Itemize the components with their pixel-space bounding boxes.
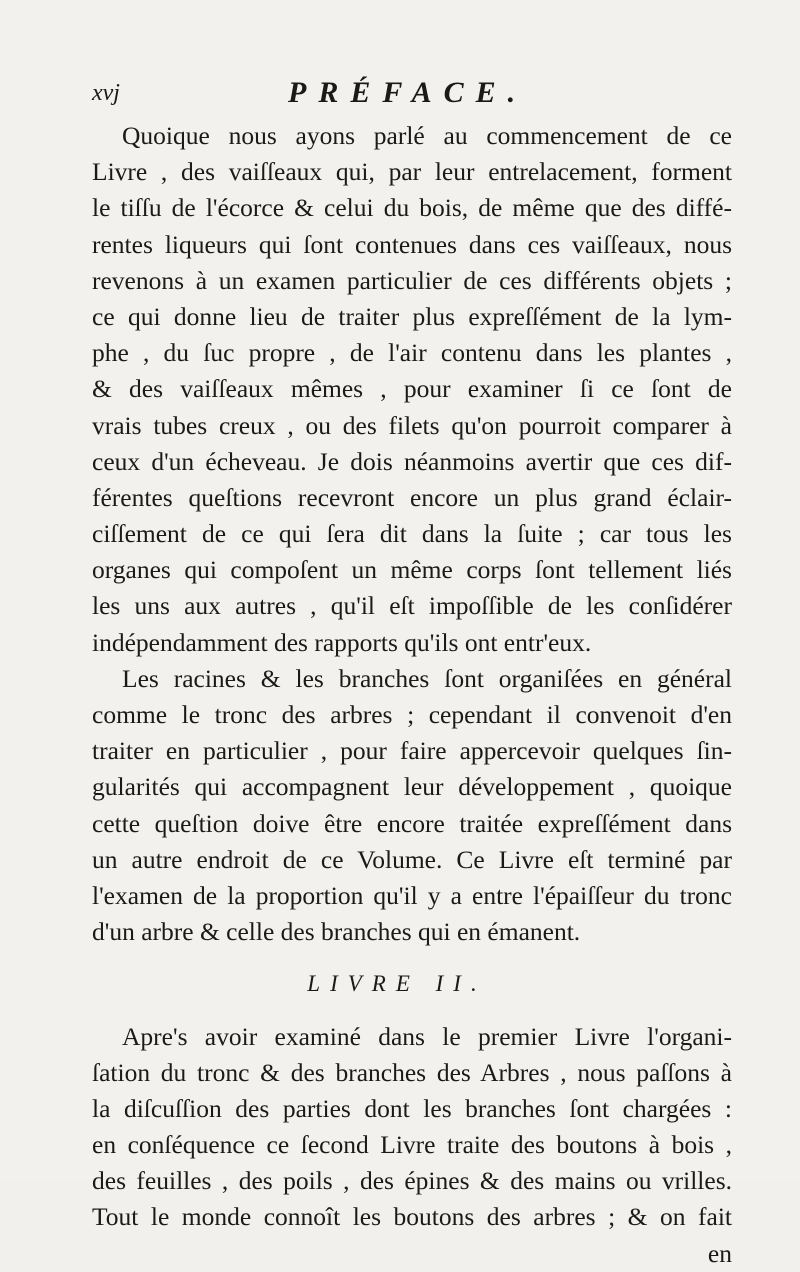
text-line: les uns aux autres , qu'il eſt impoſſible de les conſidérer [92, 591, 732, 621]
text-line: le tiſſu de l'écorce & celui du bois, de même que des diffé- [92, 193, 732, 223]
text-line: un autre endroit de ce Volume. Ce Livre eſt terminé par [92, 844, 732, 874]
paragraph-1 [92, 118, 732, 661]
text-line: traiter en particulier , pour faire appercevoir quelques ſin- [92, 736, 732, 766]
text-line: Apre's avoir examiné dans le premier Livre l'organi- [122, 1021, 732, 1051]
paragraph-3 [92, 1019, 732, 1236]
text-line: ceux d'un écheveau. Je dois néanmoins avertir que ces dif- [92, 446, 732, 476]
text-line: ſation du tronc & des branches des Arbres , nous paſſons à [92, 1057, 732, 1087]
text-line: férentes queſtions recevront encore un plus grand éclair- [92, 482, 732, 512]
text-line: gularités qui accompagnent leur développement , quoique [92, 772, 732, 802]
text-line: d'un arbre & celle des branches qui en émanent. [92, 917, 581, 947]
text-line: ciſſement de ce qui ſera dit dans la ſuite ; car tous les [92, 519, 732, 549]
text-line: Livre , des vaiſſeaux qui, par leur entrelacement, forment [92, 157, 732, 187]
running-title: PRÉFACE. [288, 76, 528, 109]
text-line: Les racines & les branches ſont organiſées en général [122, 663, 732, 693]
text-line: indépendamment des rapports qu'ils ont entr'eux. [92, 627, 592, 657]
spacer [92, 950, 732, 966]
section-heading: LIVRE II. [307, 971, 487, 997]
text-line: la diſcuſſion des parties dont les branches ſont chargées : [92, 1093, 732, 1123]
page-number: xvj [92, 80, 120, 106]
text-line: cette queſtion doive être encore traitée expreſſément dans [92, 808, 732, 838]
text-line: Quoique nous ayons parlé au commencement de ce [122, 121, 732, 150]
text-line: revenons à un examen particulier de ces différents objets ; [92, 265, 732, 295]
body-text [92, 118, 732, 1272]
text-line: des feuilles , des poils , des épines & des mains ou vrilles. [92, 1166, 732, 1196]
text-line: Tout le monde connoît les boutons des arbres ; & on fait [92, 1202, 732, 1232]
text-line: & des vaiſſeaux mêmes , pour examiner ſi ce ſont de [92, 374, 732, 404]
text-line: comme le tronc des arbres ; cependant il convenoit d'en [92, 700, 732, 729]
catchword: en [707, 1238, 732, 1268]
text-line: en conſéquence ce ſecond Livre traite des boutons à bois , [92, 1130, 732, 1160]
text-line: rentes liqueurs qui ſont contenues dans ces vaiſſeaux, nous [92, 229, 732, 259]
spacer [92, 1003, 732, 1019]
text-line: vrais tubes creux , ou des filets qu'on pourroit comparer à [92, 410, 732, 440]
text-line: phe , du ſuc propre , de l'air contenu dans les plantes , [92, 338, 732, 368]
text-line: organes qui compoſent un même corps ſont tellement liés [92, 555, 732, 585]
page-header [92, 76, 732, 116]
paragraph-2 [92, 661, 732, 951]
text-line: l'examen de la proportion qu'il y a entre l'épaiſſeur du tronc [92, 880, 732, 910]
text-line: ce qui donne lieu de traiter plus expreſſément de la lym- [92, 301, 732, 331]
